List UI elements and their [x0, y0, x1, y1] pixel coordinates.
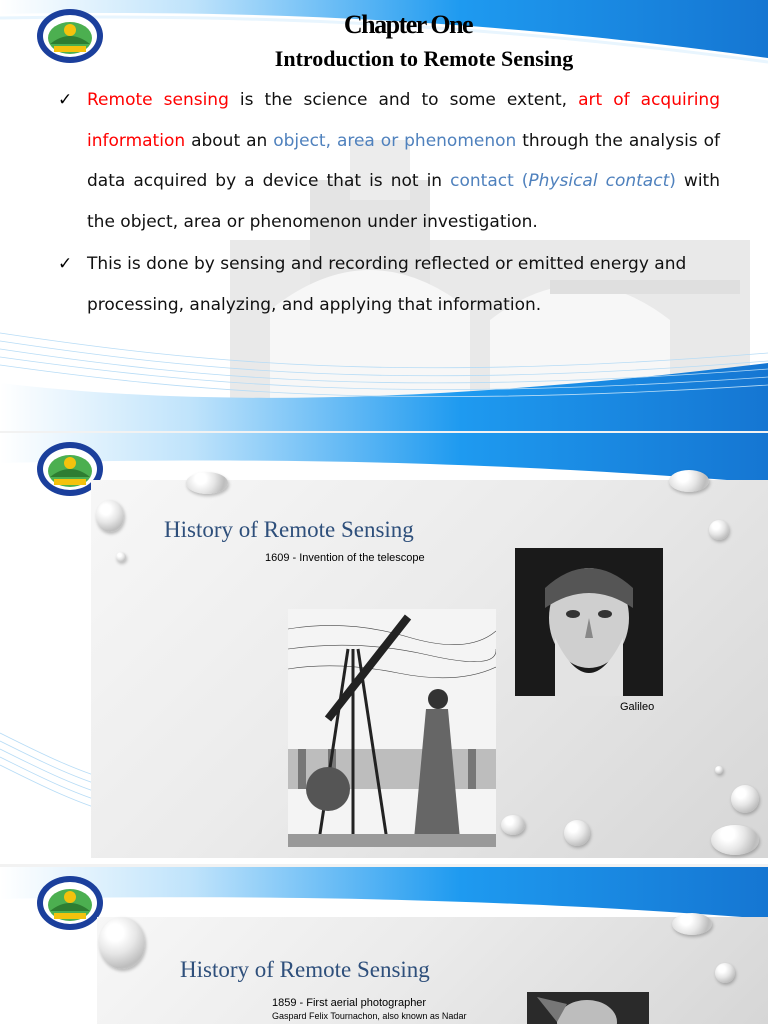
text-span: is the science and to some extent, — [228, 90, 579, 110]
definition-text — [87, 80, 720, 242]
water-drop — [711, 825, 759, 855]
water-drop — [715, 963, 735, 983]
definition-bullet — [60, 80, 720, 242]
telescope-event-caption: 1609 - Invention of the telescope — [265, 552, 425, 564]
water-drop — [731, 785, 759, 813]
water-drop — [186, 472, 228, 494]
nadar-photo-image — [527, 992, 649, 1024]
water-drop — [116, 552, 126, 562]
text-span: about an — [185, 130, 274, 151]
slide-history-aerial — [0, 867, 768, 1024]
term-art: art of acquiring information — [87, 90, 720, 151]
university-logo — [36, 875, 104, 931]
water-drop — [564, 820, 590, 846]
water-drop — [669, 470, 709, 492]
history-title: History of Remote Sensing — [180, 957, 430, 982]
term-physical-contact: Physical contact — [528, 171, 670, 191]
aerial-event-caption: 1859 - First aerial photographer — [272, 997, 427, 1009]
galileo-caption: Galileo — [620, 701, 655, 713]
chapter-subtitle: Introduction to Remote Sensing — [274, 46, 574, 71]
telescope-engraving-image — [288, 609, 496, 847]
slide-bottom-wave-band — [0, 323, 768, 433]
water-drop — [96, 500, 124, 532]
term-object: object, area or phenomenon — [273, 130, 517, 151]
text-span: with the object, area or phenomenon under investigation. — [87, 171, 720, 232]
slide-chapter-one — [0, 0, 768, 433]
process-text: This is done by sensing and recording reflected or emitted energy and processing, analyzing, and applying that information. — [87, 254, 687, 315]
water-drop — [501, 815, 525, 835]
slide-history-telescope — [0, 433, 768, 867]
nadar-caption: Gaspard Felix Tournachon, also known as Nadar — [272, 1011, 467, 1021]
history-slide-panel — [91, 480, 768, 858]
term-close-paren: ) — [669, 171, 676, 191]
term-remote-sensing: Remote sensing — [87, 90, 229, 110]
chapter-title: Chapter One — [343, 10, 473, 39]
water-drop — [709, 520, 729, 540]
history-slide-panel — [97, 917, 768, 1024]
water-drop — [672, 913, 712, 935]
history-title: History of Remote Sensing — [164, 517, 414, 542]
check-icon: ✓ — [58, 254, 73, 274]
water-drop — [99, 917, 145, 969]
water-drop — [715, 766, 723, 774]
galileo-portrait-image — [515, 548, 663, 696]
process-bullet — [60, 244, 720, 325]
check-icon: ✓ — [58, 90, 73, 110]
text-span: through the analysis of data acquired by a device that is not in — [87, 130, 720, 191]
term-contact: contact ( — [450, 171, 529, 191]
